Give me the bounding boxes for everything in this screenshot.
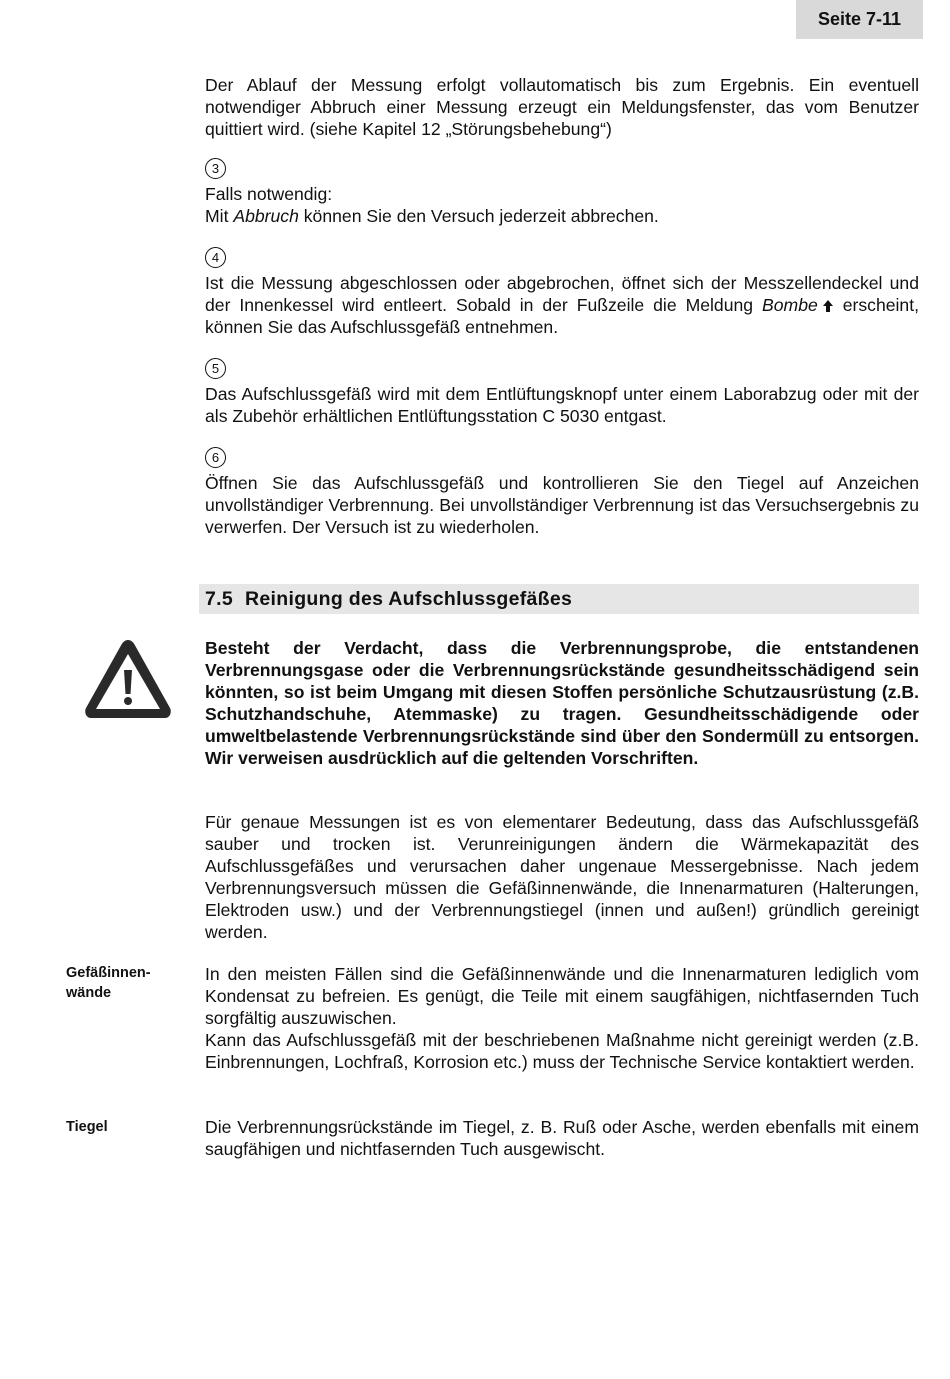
step-3-line1: Falls notwendig: (205, 184, 333, 204)
section-number: 7.5 (205, 587, 234, 610)
step-number-3: 3 (205, 158, 226, 179)
crucible-text: Die Verbrennungsrückstände im Tiegel, z. B. Ruß oder Asche, werden ebenfalls mit einem saugfähigen und nichtfasernden Tuch ausgewischt. (205, 1117, 919, 1159)
warning-text: Besteht der Verdacht, dass die Verbrennungsprobe, die entstandenen Verbrennungsgase oder die Verbrennungsrückstände gesundheitsschädigend sein könnten, so ist beim Umgang mit diesen Stoffen persönliche Schutzausrüstung (z.B. Schutzhandschuhe, Atemmaske) zu tragen. Gesundheitsschädigende oder umweltbelastende Verbrennungsrückstände sind über den Sondermüll zu entsorgen. Wir verweisen ausdrücklich auf die geltenden Vorschriften. (205, 638, 919, 768)
page-number: Seite 7-11 (796, 0, 923, 39)
cleaning-intro-block (205, 811, 919, 943)
walls-side-label (66, 963, 151, 1003)
step-6-block (205, 447, 919, 538)
step-5-text: Das Aufschlussgefäß wird mit dem Entlüftungsknopf unter einem Laborabzug oder mit der als Zubehör erhältlichen Entlüftungsstation C 5030 entgast. (205, 384, 919, 426)
walls-block (205, 963, 919, 1073)
step-4-text-post: erscheint, können Sie das Aufschlussgefäß entnehmen. (205, 295, 919, 337)
step-3-text-pre: Mit (205, 206, 234, 226)
step-6-text: Öffnen Sie das Aufschlussgefäß und kontrollieren Sie den Tiegel auf Anzeichen unvollständiger Verbrennung. Bei unvollständiger Verbrennung ist das Versuchsergebnis zu verwerfen. Der Versuch ist zu wiederholen. (205, 473, 919, 537)
walls-label-line1: Gefäßinnen- (66, 965, 151, 981)
step-4-text (205, 272, 919, 338)
step-3-block (205, 158, 919, 227)
arrow-up-icon (822, 299, 834, 313)
step-4-block (205, 247, 919, 338)
section-title: Reinigung des Aufschlussgefäßes (245, 587, 573, 610)
cleaning-intro-text: Für genaue Messungen ist es von elementarer Bedeutung, dass das Aufschlussgefäß sauber und trocken ist. Verunreinigungen ändern die Wärmekapazität des Aufschlussgefäßes und verursachen daher ungenaue Messergebnisse. Nach jedem Verbrennungsversuch müssen die Gefäßinnenwände, die Innenarmaturen (Halterungen, Elektroden usw.) und der Verbrennungstiegel (innen und außen!) gründlich gereinigt werden. (205, 812, 919, 942)
intro-text: Der Ablauf der Messung erfolgt vollautomatisch bis zum Ergebnis. Ein eventuell notwendiger Abbruch einer Messung erzeugt ein Meldungsfenster, das vom Benutzer quittiert wird. (siehe Kapitel 12 „Störungsbehebung“) (205, 75, 919, 139)
walls-label-line2: wände (66, 985, 112, 1001)
step-4-text-pre: Ist die Messung abgeschlossen oder abgebrochen, öffnet sich der Messzellendeckel und der Innenkessel wird entleert. Sobald in der Fußzeile die Meldung (205, 273, 919, 315)
step-3-text-post: können Sie den Versuch jederzeit abbrechen. (298, 206, 659, 226)
crucible-block (205, 1116, 919, 1160)
step-3-line2 (205, 205, 919, 227)
crucible-side-label: Tiegel (66, 1119, 108, 1135)
warning-triangle-icon (82, 636, 174, 722)
warning-block (205, 637, 919, 769)
step-number-6: 6 (205, 447, 226, 468)
walls-text-2: Kann das Aufschlussgefäß mit der beschriebenen Maßnahme nicht gereinigt werden (z.B. Einbrennungen, Lochfraß, Korrosion etc.) muss der Technische Service kontaktiert werden. (205, 1030, 919, 1072)
step-3-abort-term: Abbruch (233, 206, 299, 226)
walls-text-1: In den meisten Fällen sind die Gefäßinnenwände und die Innenarmaturen lediglich vom Kondensat zu befreien. Es genügt, die Teile mit einem saugfähigen, nichtfasernden Tuch sorgfältig auszuwischen. (205, 964, 919, 1028)
step-number-5: 5 (205, 358, 226, 379)
step-5-block (205, 358, 919, 427)
intro-block (205, 74, 919, 140)
section-heading (199, 584, 919, 614)
step-number-4: 4 (205, 247, 226, 268)
step-4-bomb-term: Bombe (762, 295, 818, 315)
